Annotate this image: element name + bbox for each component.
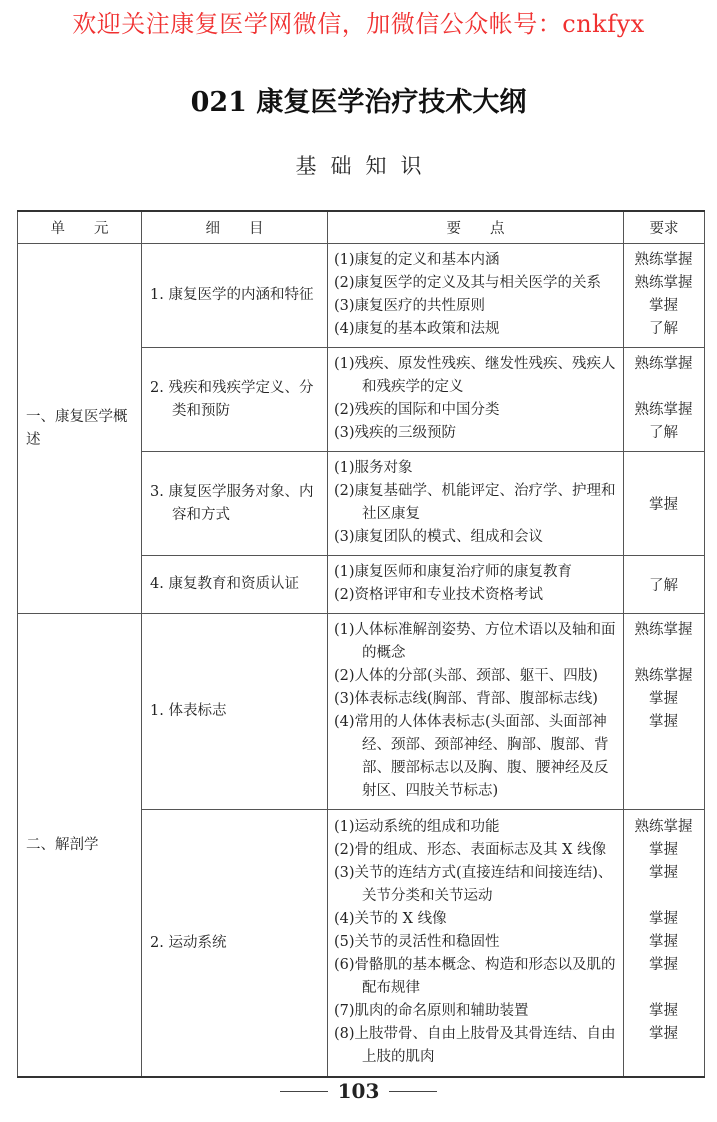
point-text: (7)肌肉的命名原则和辅助装置: [334, 1003, 529, 1019]
point-item: [328, 619, 704, 665]
point-text: (4)康复的基本政策和法规: [334, 321, 500, 337]
unit-cell: 一、康复医学概述: [18, 244, 142, 614]
point-text: (1)康复医师和康复治疗师的康复教育: [334, 564, 573, 580]
requirement-level: 了解: [649, 425, 678, 441]
point-text: (6)骨骼肌的基本概念、构造和形态以及肌的配布规律: [334, 957, 616, 996]
points-list: [328, 452, 704, 555]
point-item: [328, 295, 704, 318]
point-text: (2)残疾的国际和中国分类: [334, 402, 500, 418]
point-text: (3)康复团队的模式、组成和会议: [334, 529, 544, 545]
detail-cell: [142, 556, 328, 614]
requirement-level: 掌握: [649, 934, 678, 950]
points-cell: [328, 556, 705, 614]
requirement-level: 了解: [649, 321, 678, 337]
point-text: (3)体表标志线(胸部、背部、腹部标志线): [334, 691, 598, 707]
point-text: (1)康复的定义和基本内涵: [334, 252, 500, 268]
header-level: 要求: [624, 211, 705, 244]
point-text: (3)残疾的三级预防: [334, 425, 457, 441]
requirement-level: 熟练掌握: [634, 622, 693, 638]
point-item: [328, 318, 704, 341]
divider: [280, 1091, 328, 1092]
requirement-level: 熟练掌握: [634, 252, 693, 268]
requirement-level: 熟练掌握: [634, 356, 693, 372]
detail-cell: [142, 348, 328, 452]
points-cell: [328, 452, 705, 556]
detail-cell: [142, 810, 328, 1078]
detail-cell: [142, 244, 328, 348]
point-text: (1)服务对象: [334, 460, 413, 476]
point-item: [328, 665, 704, 688]
point-item: [328, 908, 704, 931]
requirement-level: 掌握: [649, 691, 678, 707]
point-text: (5)关节的灵活性和稳固性: [334, 934, 500, 950]
requirement-level: 掌握: [649, 842, 678, 858]
points-cell: [328, 614, 705, 810]
point-item: [328, 688, 704, 711]
detail-text: 1. 体表标志: [150, 703, 227, 719]
requirement-level: 掌握: [649, 1003, 678, 1019]
point-item: [328, 862, 704, 908]
point-item: [328, 931, 704, 954]
requirement-level: 熟练掌握: [634, 402, 693, 418]
point-text: (1)运动系统的组成和功能: [334, 819, 500, 835]
requirement-level: 熟练掌握: [634, 668, 693, 684]
point-text: (2)资格评审和专业技术资格考试: [334, 587, 544, 603]
detail-text: 2. 残疾和残疾学定义、分类和预防: [150, 379, 314, 419]
point-item: [328, 711, 704, 803]
detail-text: 3. 康复医学服务对象、内容和方式: [150, 483, 314, 523]
point-text: (3)康复医疗的共性原则: [334, 298, 486, 314]
detail-cell: [142, 614, 328, 810]
page-title: 021 康复医学治疗技术大纲: [190, 87, 527, 118]
point-item: [328, 272, 704, 295]
requirement-level: 熟练掌握: [634, 275, 693, 291]
table-row: [18, 614, 705, 810]
points-cell: [328, 244, 705, 348]
page-number: [0, 1079, 717, 1103]
point-item: [328, 839, 704, 862]
point-text: (8)上肢带骨、自由上肢骨及其骨连结、自由上肢的肌肉: [334, 1026, 616, 1065]
point-text: (4)关节的 X 线像: [334, 911, 447, 927]
table-row: [18, 244, 705, 348]
point-item: [328, 399, 704, 422]
header-points: 要 点: [328, 211, 624, 244]
requirement-level: 熟练掌握: [634, 819, 693, 835]
section-title: 基础知识: [295, 154, 436, 178]
detail-text: 1. 康复医学的内涵和特征: [150, 287, 314, 303]
point-text: (2)人体的分部(头部、颈部、躯干、四肢): [334, 668, 598, 684]
point-item: [328, 1023, 704, 1069]
unit-cell: 二、解剖学: [18, 614, 142, 1078]
points-list: [328, 810, 704, 1076]
point-item: [328, 249, 704, 272]
syllabus-table: [17, 210, 705, 1078]
point-item: [328, 816, 704, 839]
point-item: [328, 353, 704, 399]
points-cell: [328, 348, 705, 452]
divider: [389, 1091, 437, 1092]
points-list: [328, 348, 704, 451]
point-text: (2)骨的组成、形态、表面标志及其 X 线像: [334, 842, 607, 858]
point-item: [328, 422, 704, 445]
page-number-text: 103: [337, 1079, 380, 1103]
point-item: [328, 954, 704, 1000]
point-text: (2)康复基础学、机能评定、治疗学、护理和社区康复: [334, 483, 616, 522]
requirement-level: 掌握: [649, 957, 678, 973]
point-text: (3)关节的连结方式(直接连结和间接连结)、关节分类和关节运动: [334, 865, 613, 904]
point-text: (1)人体标准解剖姿势、方位术语以及轴和面的概念: [334, 622, 616, 661]
requirement-level: 掌握: [649, 714, 678, 730]
point-text: (4)常用的人体体表标志(头面部、头面部神经、颈部、颈部神经、胸部、腹部、背部、腰部标志以及胸、腹、腰神经及反射区、四肢关节标志): [334, 714, 609, 799]
points-list: [328, 556, 704, 613]
requirement-level: 掌握: [649, 497, 678, 513]
requirement-level: 掌握: [649, 865, 678, 881]
points-list: [328, 614, 704, 809]
requirement-level: 掌握: [649, 298, 678, 314]
detail-text: 2. 运动系统: [150, 934, 227, 951]
table-header-row: [18, 211, 705, 244]
requirement-level: 掌握: [649, 1026, 678, 1042]
point-text: (1)残疾、原发性残疾、继发性残疾、残疾人和残疾学的定义: [334, 356, 616, 395]
watermark-banner: 欢迎关注康复医学网微信，加微信公众帐号：cnkfyx: [72, 10, 645, 38]
header-detail: 细 目: [142, 211, 328, 244]
detail-text: 4. 康复教育和资质认证: [150, 576, 299, 592]
points-cell: [328, 810, 705, 1078]
requirement-level: 掌握: [649, 911, 678, 927]
detail-cell: [142, 452, 328, 556]
point-text: (2)康复医学的定义及其与相关医学的关系: [334, 275, 602, 291]
point-item: [328, 1000, 704, 1023]
requirement-level: 了解: [649, 578, 678, 594]
header-unit: 单 元: [18, 211, 142, 244]
points-list: [328, 244, 704, 347]
